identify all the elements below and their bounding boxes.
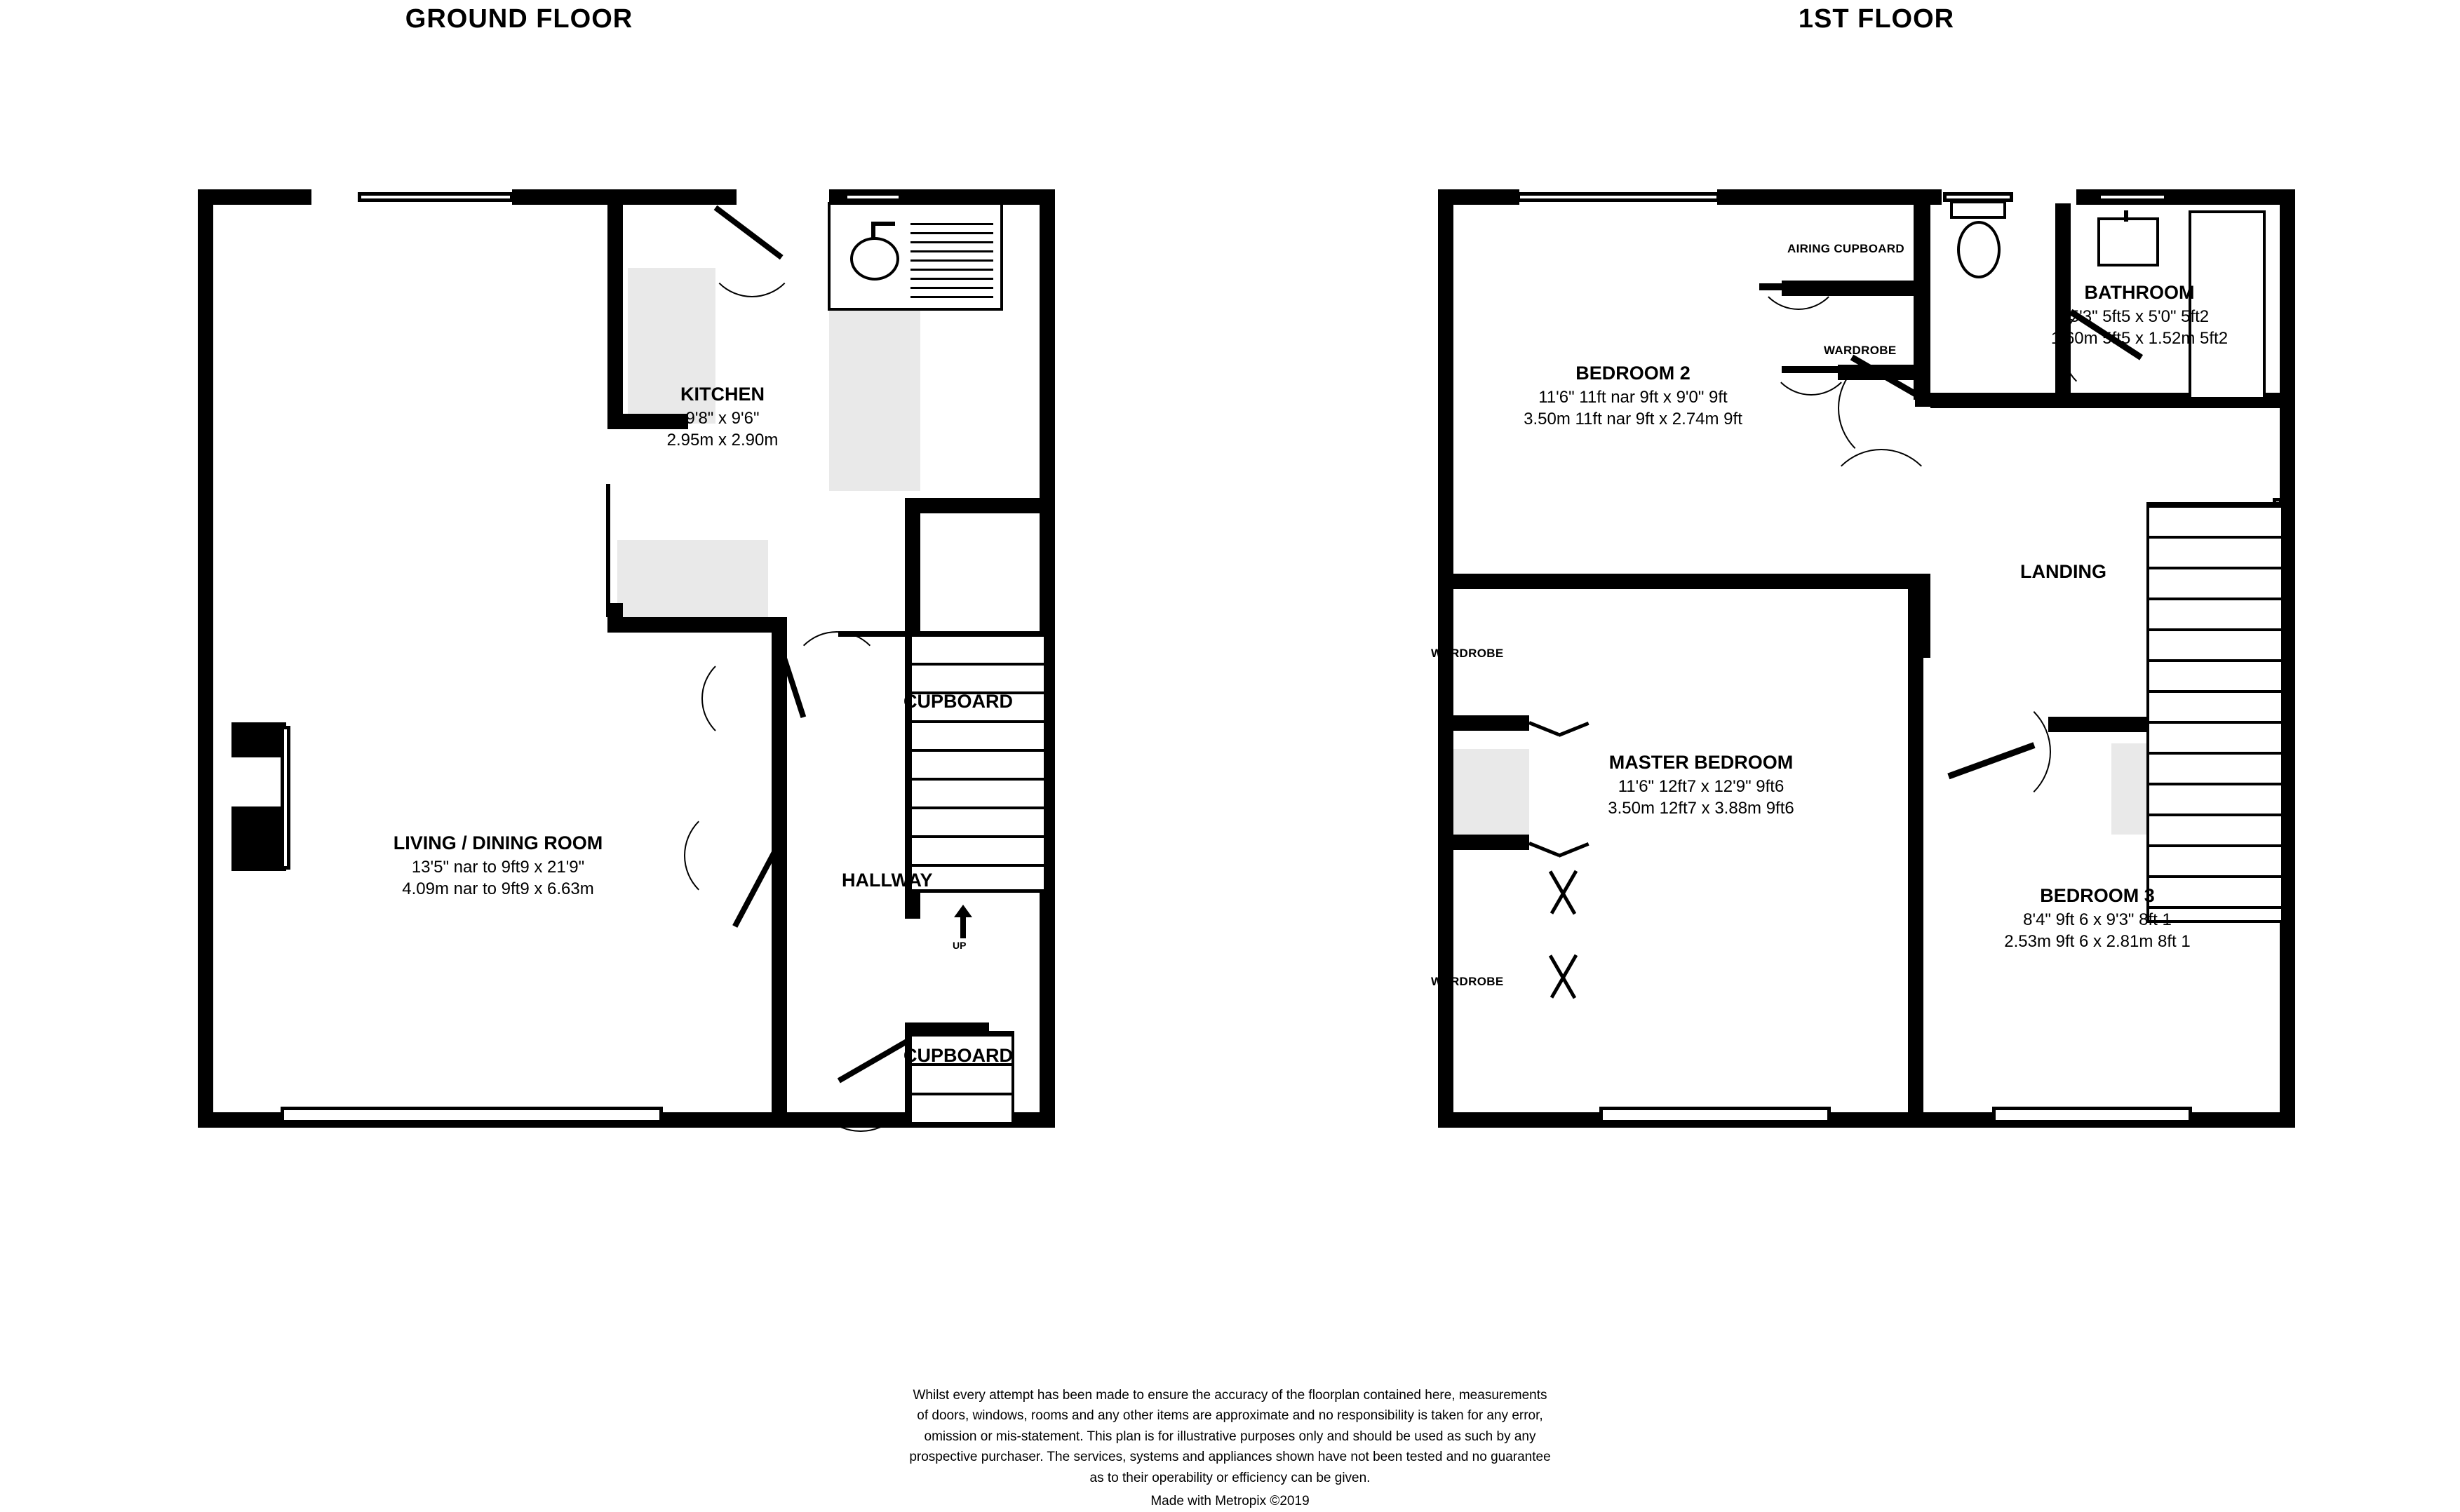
first-floor-title: 1ST FLOOR [1798,4,1955,34]
ground-stair-wall-north [905,498,1055,513]
door-arc-bed2 [1838,351,1953,466]
door-arc-kitchen [705,203,799,297]
bedroom3-name: BEDROOM 3 [2040,885,2155,906]
living-dining-name: LIVING / DINING ROOM [393,832,603,853]
drainer-icon [910,223,993,297]
stairs-up-label: UP [953,940,967,951]
label-cupboard-bottom: CUPBOARD [903,1045,1014,1066]
bay-top [231,722,286,757]
bedroom2-dim-imperial: 11'6" 11ft nar 9ft x 9'0" 9ft [1538,387,1728,407]
door-arc-living [684,806,782,905]
ground-partition-line [606,484,610,617]
ground-wall-north-b [512,189,737,205]
label-hallway: HALLWAY [842,870,933,891]
basin-tap-icon [2124,210,2128,222]
bedroom3-dim-imperial: 8'4" 9ft 6 x 9'3" 8ft 1 [2023,910,2172,929]
wash-basin-icon [2097,217,2159,266]
bay-bottom [231,806,286,871]
master-bedroom-name: MASTER BEDROOM [1608,752,1794,773]
kitchen-dim-metric: 2.95m x 2.90m [666,431,779,450]
kitchen-dim-imperial: 9'8" x 9'6" [685,408,760,428]
label-airing-cupboard: AIRING CUPBOARD [1787,242,1904,255]
kitchen-name: KITCHEN [680,384,765,405]
hall-shading [617,540,768,628]
first-wall-master-east [1908,574,1923,1128]
first-staircase [2146,502,2284,923]
disclaimer-line-5: as to their operability or efficiency can be given. [1089,1470,1371,1485]
ground-staircase [909,631,1047,892]
ground-floor-title: GROUND FLOOR [405,4,633,34]
room-label-kitchen [610,382,835,452]
sink-bowl-icon [850,237,899,281]
toilet-icon [1957,221,2001,278]
label-wardrobe-master-upper: WARDROBE [1431,647,1504,660]
tap-spout-icon [871,222,895,226]
room-label-bathroom [1992,281,2287,350]
ground-wall-north-a [198,189,311,205]
living-dining-dim-metric: 4.09m nar to 9ft9 x 6.63m [402,879,594,899]
door-arc-hall-kitchen [701,652,794,745]
ground-internal-wall-hall-d [772,947,787,1128]
disclaimer-line-1: Whilst every attempt has been made to ensure the accuracy of the floorplan contained here, measurements [913,1388,1547,1403]
window-north-bathroom [2097,192,2167,202]
room-label-living-dining [302,831,694,900]
door-arc-landing-bed2 [1824,449,1939,564]
window-south-living [281,1107,663,1123]
door-leaf-cupboard-top [838,631,908,637]
first-wall-landing-stub [2048,717,2146,732]
bedroom3-dim-metric: 2.53m 9ft 6 x 2.81m 8ft 1 [2004,932,2191,952]
bedroom2-name: BEDROOM 2 [1575,363,1691,384]
label-wardrobe-master-lower: WARDROBE [1431,975,1504,988]
cistern-icon [1950,201,2006,219]
made-with-credit: Made with Metropix ©2019 [1150,1494,1310,1509]
ground-internal-wall-hall-b [607,617,774,633]
first-wall-north-b [1717,189,1942,205]
disclaimer-line-4: prospective purchaser. The services, systems and appliances shown have not been tested and no guarantee [909,1450,1551,1465]
window-north-bed2 [1517,192,1720,202]
label-landing: LANDING [2020,561,2106,582]
window-north-kitchen [358,192,513,202]
label-wardrobe-bed2: WARDROBE [1824,344,1897,357]
door-arc-airing-cupboard [1755,223,1842,310]
label-cupboard-top: CUPBOARD [903,691,1014,712]
master-bedroom-dim-imperial: 11'6" 12ft7 x 12'9" 9ft6 [1618,776,1784,796]
door-leaf-airing-cupboard [1759,283,1808,290]
window-south-master [1599,1107,1831,1123]
first-wall-north-a [1438,189,1519,205]
disclaimer-line-2: of doors, windows, rooms and any other items are approximate and no responsibility is taken for any error, [917,1408,1543,1424]
stairs-up-arrow [954,905,972,954]
living-dining-dim-imperial: 13'5" nar to 9ft9 x 21'9" [411,857,585,877]
door-arc-master [1936,694,2051,809]
bathroom-dim-imperial: 5'3" 5ft5 x 5'0" 5ft2 [2069,306,2210,326]
ground-wall-west [198,189,213,1128]
room-label-bedroom-3 [1908,884,2287,953]
window-south-bed3 [1992,1107,2192,1123]
disclaimer-line-3: omission or mis-statement. This plan is for illustrative purposes only and should be used as such by any [924,1429,1536,1444]
first-wall-bed2-south [1438,574,1929,589]
bedroom2-dim-metric: 3.50m 11ft nar 9ft x 2.74m 9ft [1524,410,1742,429]
window-west-living [281,726,290,870]
room-label-bedroom-2 [1437,361,1829,431]
bathroom-name: BATHROOM [2084,282,2195,303]
first-wall-wardrobe-b [1445,835,1529,850]
disclaimer [0,1385,2460,1512]
room-label-master-bedroom [1494,750,1908,820]
bathroom-dim-metric: 1.60m 5ft5 x 1.52m 5ft2 [2050,329,2229,349]
master-bedroom-dim-metric: 3.50m 12ft7 x 3.88m 9ft6 [1608,799,1794,818]
first-wall-wardrobe-a [1445,715,1529,731]
